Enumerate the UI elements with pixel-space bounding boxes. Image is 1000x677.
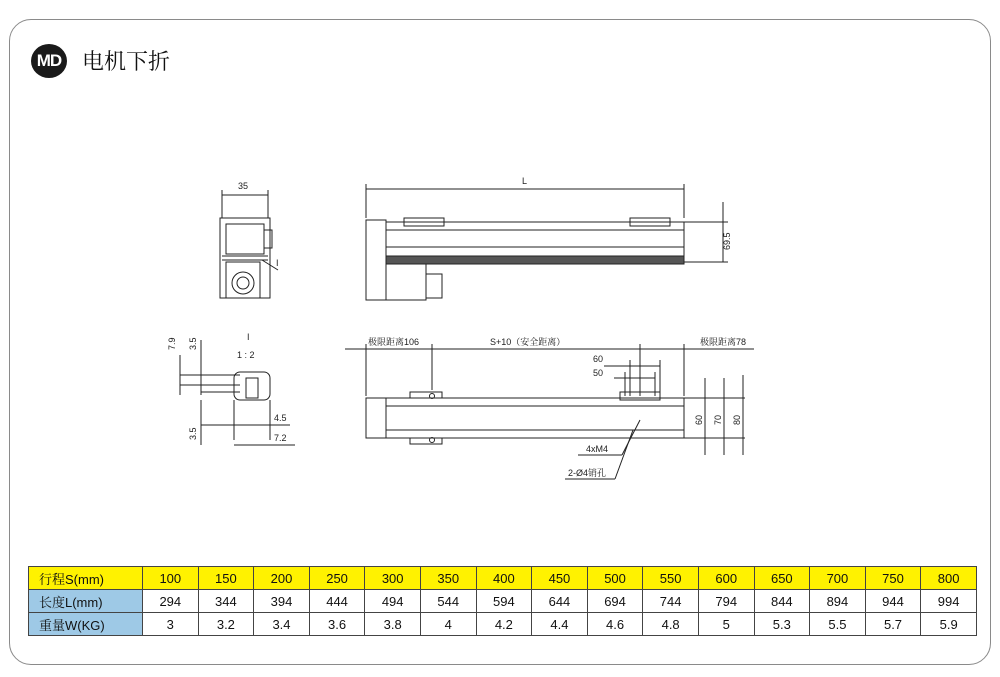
table-cell: 444 <box>309 590 365 613</box>
dim-70: 70 <box>713 414 723 425</box>
table-cell: 894 <box>810 590 866 613</box>
table-cell: 3.8 <box>365 613 421 636</box>
detail-scale: 1 : 2 <box>237 350 255 360</box>
side-view-bottom <box>345 344 754 479</box>
table-cell: 250 <box>309 567 365 590</box>
table-cell: 3 <box>143 613 199 636</box>
dim-80: 80 <box>732 414 742 425</box>
table-cell: 644 <box>532 590 588 613</box>
table-cell: 494 <box>365 590 421 613</box>
dim-3-5-bottom: 3.5 <box>188 427 198 440</box>
side-view-top <box>366 184 728 300</box>
md-badge: MD <box>31 44 67 78</box>
table-cell: 394 <box>254 590 310 613</box>
pin-holes: 2-Ø4销孔 <box>568 468 607 478</box>
detail-label: I <box>247 332 250 342</box>
table-cell: 4.4 <box>532 613 588 636</box>
table-cell: 500 <box>587 567 643 590</box>
table-cell: 294 <box>143 590 199 613</box>
table-cell: 5.9 <box>921 613 977 636</box>
table-cell: 694 <box>587 590 643 613</box>
dimension-labels <box>167 176 746 478</box>
table-cell: 800 <box>921 567 977 590</box>
table-cell: 4 <box>420 613 476 636</box>
table-cell: 3.6 <box>309 613 365 636</box>
table-cell: 650 <box>754 567 810 590</box>
table-cell: 994 <box>921 590 977 613</box>
limit-distance-right: 极限距离78 <box>700 337 747 347</box>
table-cell: 744 <box>643 590 699 613</box>
table-cell: 5.5 <box>810 613 866 636</box>
table-cell: 4.6 <box>587 613 643 636</box>
table-cell: 794 <box>698 590 754 613</box>
row-header: 重量W(KG) <box>29 613 143 636</box>
table-cell: 350 <box>420 567 476 590</box>
table-cell: 944 <box>865 590 921 613</box>
dim-length: L <box>522 176 528 186</box>
table-cell: 300 <box>365 567 421 590</box>
table-cell: 5 <box>698 613 754 636</box>
table-cell: 4.2 <box>476 613 532 636</box>
spec-table <box>28 566 977 636</box>
table-cell: 3.4 <box>254 613 310 636</box>
end-view <box>220 190 278 298</box>
stroke-safe-distance: S+10（安全距离） <box>490 337 566 347</box>
table-cell: 5.3 <box>754 613 810 636</box>
dim-35: 35 <box>238 181 249 191</box>
table-row <box>29 613 977 636</box>
table-cell: 4.8 <box>643 613 699 636</box>
page-title: 电机下折 <box>82 50 171 75</box>
table-cell: 600 <box>698 567 754 590</box>
dim-4-5: 4.5 <box>274 413 287 423</box>
table-cell: 594 <box>476 590 532 613</box>
table-cell: 400 <box>476 567 532 590</box>
table-cell: 700 <box>810 567 866 590</box>
table-cell: 150 <box>198 567 254 590</box>
dim-60-side: 60 <box>694 414 704 425</box>
table-row <box>29 567 977 590</box>
thread-holes: 4xM4 <box>586 444 609 454</box>
table-cell: 344 <box>198 590 254 613</box>
table-row <box>29 590 977 613</box>
dim-7-9: 7.9 <box>167 337 177 350</box>
detail-mark: I <box>276 258 279 268</box>
limit-distance-left: 极限距离106 <box>368 337 420 347</box>
table-cell: 100 <box>143 567 199 590</box>
row-header: 行程S(mm) <box>29 567 143 590</box>
table-cell: 750 <box>865 567 921 590</box>
dim-69-5: 69.5 <box>722 232 732 250</box>
dim-7-2: 7.2 <box>274 433 287 443</box>
table-cell: 550 <box>643 567 699 590</box>
table-cell: 5.7 <box>865 613 921 636</box>
dim-60-top: 60 <box>593 354 604 364</box>
dim-3-5-top: 3.5 <box>188 337 198 350</box>
dim-50: 50 <box>593 368 604 378</box>
table-cell: 450 <box>532 567 588 590</box>
row-header: 长度L(mm) <box>29 590 143 613</box>
table-cell: 544 <box>420 590 476 613</box>
table-cell: 200 <box>254 567 310 590</box>
table-cell: 844 <box>754 590 810 613</box>
table-cell: 3.2 <box>198 613 254 636</box>
